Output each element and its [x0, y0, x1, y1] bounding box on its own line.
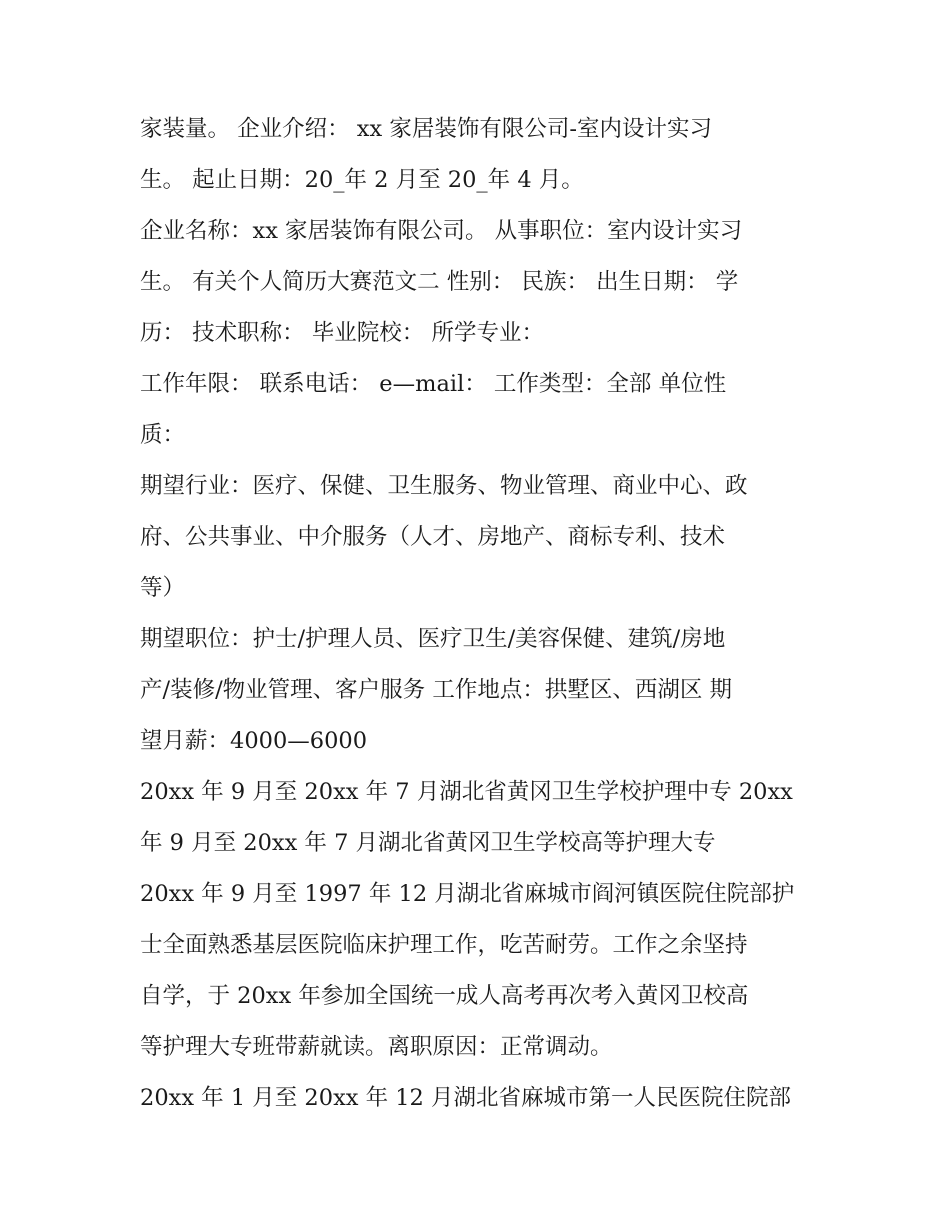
text-line: 工作年限： 联系电话： e—mail： 工作类型：全部 单位性	[140, 371, 727, 397]
text-line: 望月薪：4000—6000	[140, 728, 368, 754]
text-line: 期望行业：医疗、保健、卫生服务、物业管理、商业中心、政	[140, 473, 748, 499]
text-line: 期望职位：护士/护理人员、医疗卫生/美容保健、建筑/房地	[140, 626, 726, 652]
text-line: 年 9 月至 20xx 年 7 月湖北省黄冈卫生学校高等护理大专	[140, 830, 716, 856]
text-line: 等护理大专班带薪就读。离职原因：正常调动。	[140, 1034, 613, 1060]
text-line: 20xx 年 9 月至 20xx 年 7 月湖北省黄冈卫生学校护理中专 20xx	[140, 779, 793, 805]
text-line: 20xx 年 9 月至 1997 年 12 月湖北省麻城市阎河镇医院住院部护	[140, 881, 795, 907]
text-line: 生。 起止日期：20_年 2 月至 20_年 4 月。	[140, 167, 584, 193]
text-line: 士全面熟悉基层医院临床护理工作，吃苦耐劳。工作之余坚持	[140, 932, 748, 958]
text-line: 家装量。 企业介绍： xx 家居装饰有限公司-室内设计实习	[140, 116, 712, 142]
text-line: 企业名称：xx 家居装饰有限公司。 从事职位：室内设计实习	[140, 218, 743, 244]
text-line: 生。 有关个人简历大赛范文二 性别： 民族： 出生日期： 学	[140, 269, 739, 295]
text-line: 府、公共事业、中介服务（人才、房地产、商标专利、技术	[140, 524, 726, 550]
text-line: 20xx 年 1 月至 20xx 年 12 月湖北省麻城市第一人民医院住院部	[140, 1085, 792, 1111]
text-line: 质：	[140, 422, 186, 448]
text-line: 自学，于 20xx 年参加全国统一成人高考再次考入黄冈卫校高	[140, 983, 749, 1009]
text-line: 历： 技术职称： 毕业院校： 所学专业：	[140, 320, 544, 346]
document-body	[140, 104, 820, 1124]
text-line: 等）	[140, 575, 186, 601]
text-line: 产/装修/物业管理、客户服务 工作地点：拱墅区、西湖区 期	[140, 677, 732, 703]
